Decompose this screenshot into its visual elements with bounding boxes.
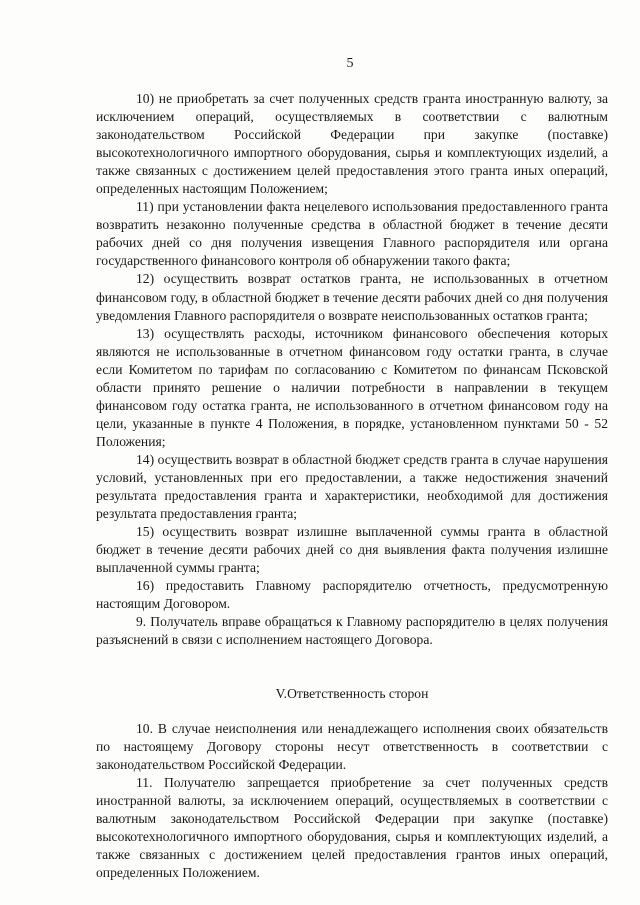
paragraph-item-10: 10) не приобретать за счет полученных средств гранта иностранную валюту, за исключением операций, осуществляемых в соответствии с валютным законодательством Российской Федерации при закупке (поставке) высокотехнологичного импортного оборудования, сырья и комплектующих изделий, а также связанных с достижением целей предоставления этого гранта иных операций, определенных настоящим Положением; — [96, 91, 608, 197]
responsibility-block — [96, 720, 608, 882]
paragraph-item-12: 12) осуществить возврат остатков гранта, не использованных в отчетном финансовом году, в областной бюджет в течение десяти рабочих дней со дня получения уведомления Главного распорядителя о возврате неиспользованных остатков гранта; — [96, 271, 608, 323]
paragraph-item-16: 16) предоставить Главному распорядителю отчетность, предусмотренную настоящим Договором. — [96, 578, 608, 612]
obligations-block — [96, 90, 608, 649]
paragraph-item-13: 13) осуществлять расходы, источником финансового обеспечения которых являются не использованные в отчетном финансовом году остатки гранта, в случае если Комитетом по тарифам по согласованию с Комитетом по финансам Псковской области принято решение о наличии потребности в направлении в текущем финансовом году остатка гранта, не использованного в отчетном финансовом году на цели, указанные в пункте 4 Положения, в порядке, установленном пунктами 50 - 52 Положения; — [96, 325, 608, 449]
paragraph-clause-9: 9. Получатель вправе обращаться к Главному распорядителю в целях получения разъяснений в связи с исполнением настоящего Договора. — [96, 614, 608, 648]
paragraph-clause-11: 11. Получателю запрещается приобретение за счет полученных средств иностранной валюты, за исключением операций, осуществляемых в соответствии с валютным законодательством Российской Федерации при закупке (поставке) высокотехнологичного импортного оборудования, сырья и комплектующих изделий, а также связанных с достижением целей предоставления грантов иных операций, определенных Положением. — [96, 775, 608, 881]
page-number: 5 — [346, 56, 354, 71]
paragraph-item-15: 15) осуществить возврат излишне выплаченной суммы гранта в областной бюджет в течение десяти рабочих дней со дня выявления факта получения излишне выплаченной суммы гранта; — [96, 524, 608, 576]
paragraph-item-11: 11) при установлении факта нецелевого использования предоставленного гранта возвратить незаконно полученные средства в областной бюджет в течение десяти рабочих дней со дня получения извещения Главного распорядителя или органа государственного финансового контроля об обнаружении такого факта; — [96, 199, 608, 269]
section-heading: V.Ответственность сторон — [275, 686, 429, 701]
paragraph-item-14: 14) осуществить возврат в областной бюджет средств гранта в случае нарушения условий, установленных при его предоставлении, а также недостижения значений результата предоставления гранта и характеристики, необходимой для достижения результата предоставления гранта; — [96, 451, 608, 522]
paragraph-clause-10: 10. В случае неисполнения или ненадлежащего исполнения своих обязательств по настоящему Договору стороны несут ответственность в соответствии с законодательством Российской Федерации. — [96, 721, 608, 773]
